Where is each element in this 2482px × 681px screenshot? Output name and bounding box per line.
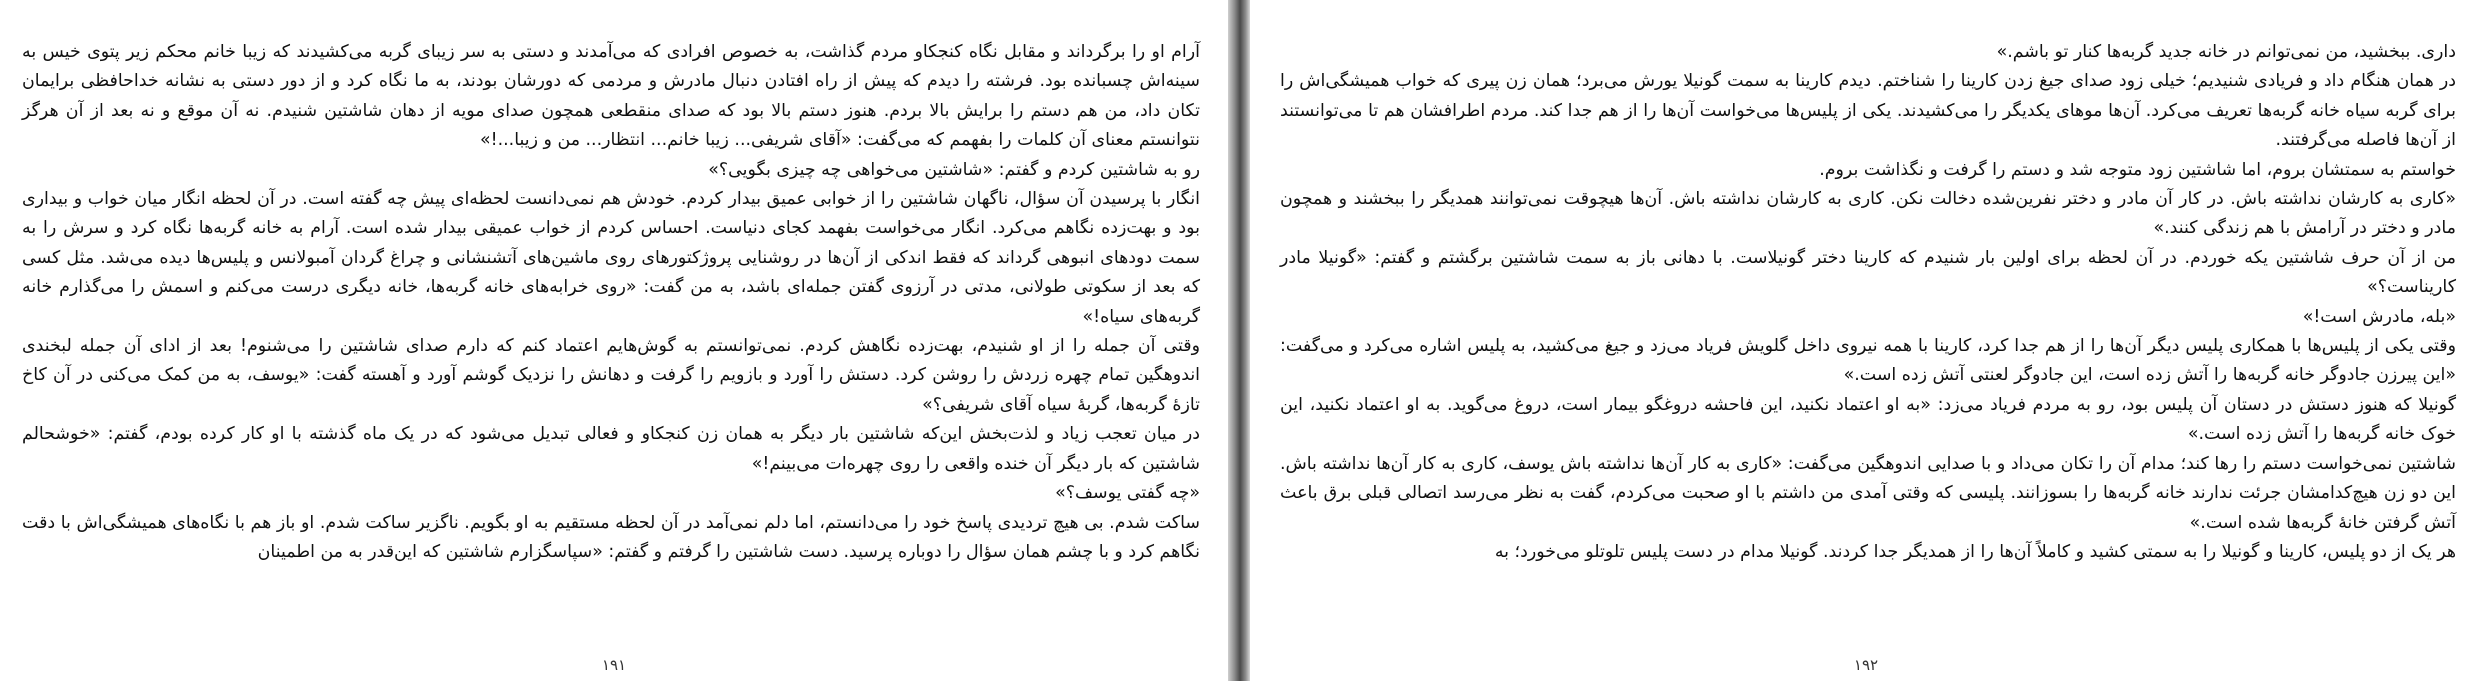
- paragraph: خواستم به سمتشان بروم، اما شاشتین زود متوجه شد و دستم را گرفت و نگذاشت بروم.: [1819, 159, 2456, 180]
- paragraph: ساکت شدم. بی هیچ تردیدی پاسخ خود را می‌دانستم، اما دلم نمی‌آمد در آن لحظه مستقیم به او بگویم. ناگزیر ساکت شدم. او باز هم با نگاه‌های همیشگی‌اش با دقت نگاهم کرد و با چشم همان سؤال را دوباره پرسید. دست شاشتین را گرفتم و گفتم: «سپاسگزارم شاشتین که این‌قدر به من اطمینان: [22, 512, 1200, 562]
- page-number: ۱۹۱: [601, 656, 627, 674]
- book-gutter: [1228, 0, 1250, 681]
- page-number: ۱۹۲: [1853, 656, 1879, 674]
- paragraph: «بله، مادرش است!»: [2302, 306, 2456, 327]
- paragraph: در همان هنگام داد و فریادی شنیدیم؛ خیلی زود صدای جیغ زدن کارینا را شناختم. دیدم کارینا به سمت گونیلا یورش می‌برد؛ همان زن پیری که خواب همیشگی‌اش را برای گربه سیاه خانه گربه‌ها تعریف می‌کرد. آن‌ها موهای یکدیگر را می‌کشیدند. یکی از پلیس‌ها می‌خواست آن‌ها را از هم جدا کند. مردم اطرافشان هم تا می‌توانستند از آن‌ها فاصله می‌گرفتند.: [1280, 71, 2456, 151]
- paragraph: وقتی یکی از پلیس‌ها با همکاری پلیس دیگر آن‌ها را از هم جدا کرد، کارینا با همه نیروی داخل گلویش فریاد می‌زد و جیغ می‌کشید، به پلیس اشاره می‌کرد و می‌گفت: «این پیرزن جادوگر خانه گربه‌ها را آتش زده است، این جادوگر لعنتی آتش زده است.»: [1280, 336, 2456, 386]
- paragraph: وقتی آن جمله را از او شنیدم، بهت‌زده نگاهش کردم. نمی‌توانستم به گوش‌هایم اعتماد کنم که دارم صدای شاشتین را می‌شنوم! بعد از ادای آن جمله لبخندی اندوهگین تمام چهره زردش را روشن کرد. دستش را آورد و بازویم را گرفت و دهانش را نزدیک گوشم آورد و آهسته گفت: «یوسف، به من کمک می‌کنی در آن کاخ تازهٔ گربه‌ها، گربهٔ سیاه آقای شریفی؟»: [22, 336, 1200, 415]
- paragraph: داری. ببخشید، من نمی‌توانم در خانه جدید گربه‌ها کنار تو باشم.»: [1996, 42, 2456, 62]
- paragraph: گونیلا که هنوز دستش در دستان آن پلیس بود، رو به مردم فریاد می‌زد: «به او اعتماد نکنید، این فاحشه دروغگو بیمار است، دروغ می‌گوید. به او اعتماد نکنید، این خوک خانه گربه‌ها را آتش زده است.»: [1280, 394, 2456, 445]
- left-page: [0, 0, 1228, 681]
- left-page-text: [22, 38, 1200, 567]
- paragraph: انگار با پرسیدن آن سؤال، ناگهان شاشتین را از خوابی عمیق بیدار کردم. خودش هم نمی‌دانست لحظه‌ای پیش چه گفته است. در آن لحظه انگار میان خواب و بیداری بود و بهت‌زده نگاهم می‌کرد. انگار می‌خواست بفهمد کجای دنیاست. احساس کردم از خواب عمیقی بیدار شده است. آرام به خانه گربه‌ها نگاه کرد و سرش را به سمت دودهای انبوهی گرداند که فقط اندکی از آن‌ها در روشنایی پروژکتورهای روی ماشین‌های آتشنشانی و چراغ گردان آمبولانس و پلیس‌ها دیده می‌شد. مثل کسی که بعد از سکوتی طولانی، مدتی در آرزوی گفتن جمله‌ای باشد، به من گفت: «روی خرابه‌های خانه گربه‌ها، خانه دیگری درست می‌کنم و اسمش را می‌گذارم خانه گربه‌های سیاه!»: [22, 189, 1200, 327]
- paragraph: من از آن حرف شاشتین یکه خوردم. در آن لحظه برای اولین بار شنیدم که کارینا دختر گونیلاست. با دهانی باز به سمت شاشتین برگشتم و گفتم: «گونیلا مادر کاریناست؟»: [1280, 247, 2456, 298]
- right-page-text: [1280, 38, 2456, 567]
- right-page: [1250, 0, 2482, 681]
- paragraph: هر یک از دو پلیس، کارینا و گونیلا را به سمتی کشید و کاملاً آن‌ها را از همدیگر جدا کردند. گونیلا مدام در دست پلیس تلوتلو می‌خورد؛ به: [1494, 541, 2456, 562]
- paragraph: شاشتین نمی‌خواست دستم را رها کند؛ مدام آن را تکان می‌داد و با صدایی اندوهگین می‌گفت: «کاری به کار آن‌ها نداشته باش یوسف، کاری به کار آن‌ها نداشته باش. این دو زن هیچ‌کدامشان جرئت ندارند خانه گربه‌ها را بسوزانند. پلیسی که وقتی آمدی من داشتم با او صحبت می‌کردم، گفت به نظر می‌رسد اتصالی قبلی برق باعث آتش گرفتن خانهٔ گربه‌ها شده است.»: [1280, 453, 2456, 533]
- paragraph: در میان تعجب زیاد و لذت‌بخش این‌که شاشتین بار دیگر به همان زن کنجکاو و فعالی تبدیل می‌شود که در یک ماه گذشته با او کار کرده بودم، گفتم: «خوشحالم شاشتین که بار دیگر آن خنده واقعی را روی چهره‌ات می‌بینم!»: [22, 424, 1200, 474]
- paragraph: «کاری به کارشان نداشته باش. در کار آن مادر و دختر نفرین‌شده دخالت نکن. کاری به کارشان نداشته باش. آن‌ها هیچوقت نمی‌توانند همدیگر را ببخشند و همچون مادر و دختر در آرامش با هم زندگی کنند.»: [1280, 189, 2456, 239]
- paragraph: آرام او را برگرداند و مقابل نگاه کنجکاو مردم گذاشت، به خصوص افرادی که می‌آمدند و دستی به سر زیبای گربه می‌کشیدند که زیبا خانم محکم زیر پتوی خیس به سینه‌اش چسبانده بود. فرشته را دیدم که پیش از راه افتادن دنبال مادرش و مردمی که دورشان بودند، به ما نگاه کرد و از دور دستی به نشانه خداحافظی برایمان تکان داد، من هم دستم را برایش بالا بردم. هنوز دستم بالا بود که صدای منقطعی همچون صدای مویه از دهان شاشتین شنیدم. نه آن موقع و نه بعد از آن هرگز نتوانستم معنای آن کلمات را بفهمم که می‌گفت: «آقای شریفی... زیبا خانم... انتظار... من و زیبا...!»: [22, 42, 1200, 151]
- paragraph: «چه گفتی یوسف؟»: [1055, 483, 1200, 504]
- paragraph: رو به شاشتین کردم و گفتم: «شاشتین می‌خواهی چه چیزی بگویی؟»: [708, 159, 1200, 180]
